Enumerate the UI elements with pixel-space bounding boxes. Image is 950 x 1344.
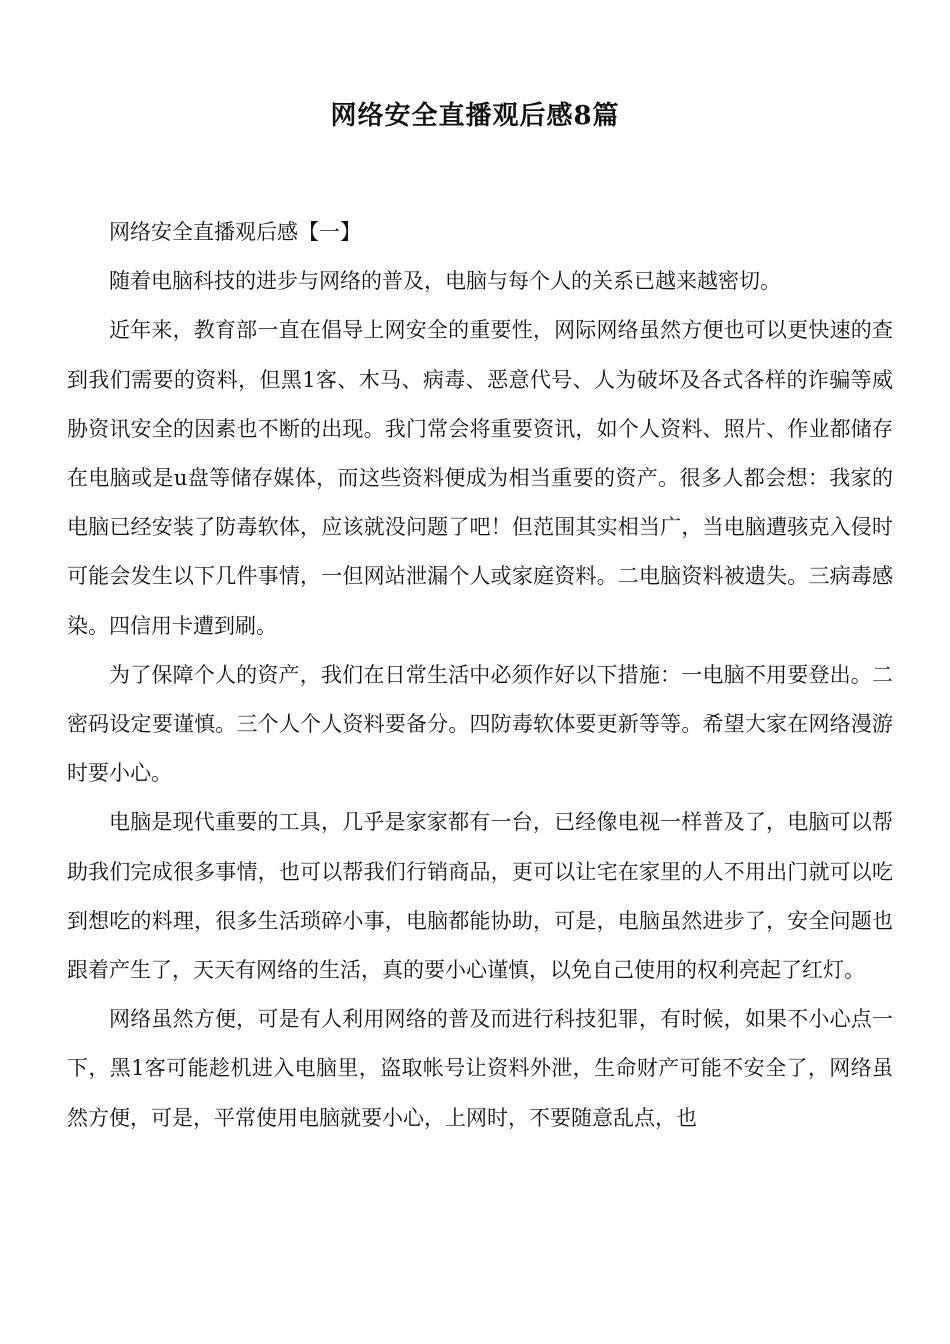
paragraph: 随着电脑科技的进步与网络的普及，电脑与每个人的关系已越来越密切。 xyxy=(109,269,781,294)
paragraph: 为了保障个人的资产，我们在日常生活中必须作好以下措施：一电脑不用要登出。二密码设定要谨慎。三个人个人资料要备分。四防毒软体要更新等等。希望大家在网络漫游时要小心。 xyxy=(67,662,893,786)
paragraph: 网络虽然方便，可是有人利用网络的普及而进行科技犯罪，有时候，如果不小心点一下，黑1客可能趁机进入电脑里，盗取帐号让资料外泄，生命财产可能不安全了，网络虽然方便，可是，平常使用电脑就要小心，上网时，不要随意乱点，也 xyxy=(67,1007,893,1130)
document-body xyxy=(67,208,893,1143)
section-heading: 网络安全直播观后感【一】 xyxy=(109,220,361,244)
paragraph: 电脑是现代重要的工具，几乎是家家都有一台，已经像电视一样普及了，电脑可以帮助我们完成很多事情，也可以帮我们行销商品，更可以让宅在家里的人不用出门就可以吃到想吃的料理，很多生活琐碎小事，电脑都能协助，可是，电脑虽然进步了，安全问题也跟着产生了，天天有网络的生活，真的要小心谨慎，以免自己使用的权利亮起了红灯。 xyxy=(67,810,893,983)
document-title: 网络安全直播观后感8篇 xyxy=(330,101,620,131)
paragraph: 近年来，教育部一直在倡导上网安全的重要性，网际网络虽然方便也可以更快速的查到我们需要的资料，但黑1客、木马、病毒、恶意代号、人为破坏及各式各样的诈骗等威胁资讯安全的因素也不断的出现。我门常会将重要资讯，如个人资料、照片、作业都储存在电脑或是u盘等储存媒体，而这些资料便成为相当重要的资产。很多人都会想：我家的电脑已经安装了防毒软体，应该就没问题了吧！但范围其实相当广，当电脑遭骇克入侵时可能会发生以下几件事情，一但网站泄漏个人或家庭资料。二电脑资料被遗失。三病毒感染。四信用卡遭到刷。 xyxy=(67,318,893,638)
